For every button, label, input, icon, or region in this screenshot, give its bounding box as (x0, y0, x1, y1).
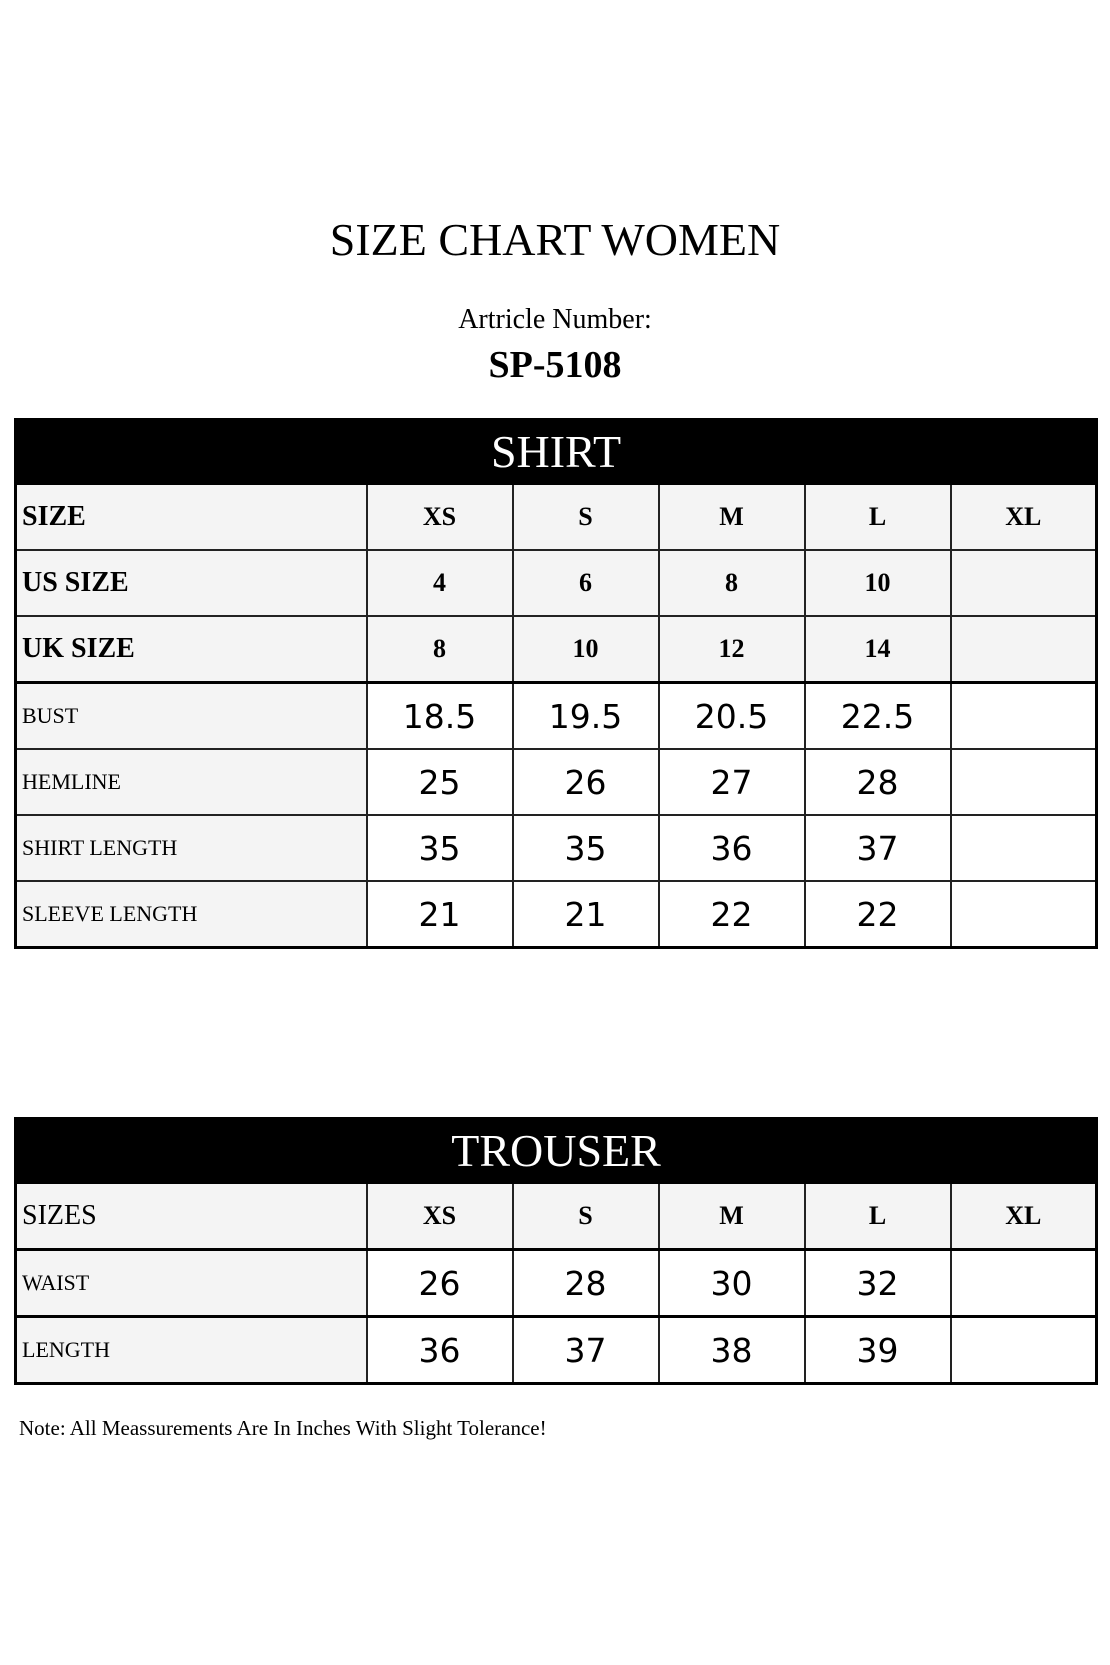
table-row (16, 1250, 1097, 1317)
table-cell: 22 (659, 881, 805, 948)
table-cell: 21 (513, 881, 659, 948)
table-cell: 14 (805, 616, 951, 683)
table-cell (951, 1250, 1097, 1317)
table-cell: 27 (659, 749, 805, 815)
table-cell: 26 (367, 1250, 513, 1317)
table-cell: 38 (659, 1317, 805, 1384)
row-label: UK SIZE (16, 616, 367, 683)
table-cell: 28 (805, 749, 951, 815)
row-label: SHIRT LENGTH (16, 815, 367, 881)
table-cell: 25 (367, 749, 513, 815)
trouser-size-table (14, 1117, 1098, 1385)
size-xl: XL (951, 1183, 1097, 1250)
size-m: M (659, 1183, 805, 1250)
table-cell: 37 (513, 1317, 659, 1384)
table-cell (951, 616, 1097, 683)
trouser-table-title: TROUSER (16, 1119, 1097, 1184)
table-cell: 21 (367, 881, 513, 948)
table-cell: 32 (805, 1250, 951, 1317)
shirt-header-row (16, 484, 1097, 550)
size-xs: XS (367, 1183, 513, 1250)
table-cell: 39 (805, 1317, 951, 1384)
size-l: L (805, 1183, 951, 1250)
table-cell: 22 (805, 881, 951, 948)
table-cell: 26 (513, 749, 659, 815)
row-label: US SIZE (16, 550, 367, 616)
size-xs: XS (367, 484, 513, 550)
size-l: L (805, 484, 951, 550)
table-cell: 8 (659, 550, 805, 616)
table-cell: 8 (367, 616, 513, 683)
table-cell: 18.5 (367, 683, 513, 750)
table-cell: 37 (805, 815, 951, 881)
row-label: LENGTH (16, 1317, 367, 1384)
shirt-header-label: SIZE (16, 484, 367, 550)
table-cell: 20.5 (659, 683, 805, 750)
table-row (16, 815, 1097, 881)
table-cell: 19.5 (513, 683, 659, 750)
table-row (16, 550, 1097, 616)
table-cell: 35 (367, 815, 513, 881)
size-s: S (513, 1183, 659, 1250)
table-cell: 6 (513, 550, 659, 616)
measurement-note: Note: All Meassurements Are In Inches With Slight Tolerance! (19, 1416, 547, 1440)
row-label: BUST (16, 683, 367, 750)
table-row (16, 1317, 1097, 1384)
table-cell (951, 815, 1097, 881)
row-label: WAIST (16, 1250, 367, 1317)
table-row (16, 881, 1097, 948)
table-row (16, 616, 1097, 683)
table-cell: 36 (367, 1317, 513, 1384)
table-cell: 4 (367, 550, 513, 616)
row-label: HEMLINE (16, 749, 367, 815)
article-number: SP-5108 (488, 344, 622, 386)
table-cell (951, 749, 1097, 815)
table-cell: 30 (659, 1250, 805, 1317)
trouser-header-row (16, 1183, 1097, 1250)
table-cell: 36 (659, 815, 805, 881)
table-cell: 28 (513, 1250, 659, 1317)
table-row (16, 683, 1097, 750)
table-cell: 10 (805, 550, 951, 616)
table-cell: 10 (513, 616, 659, 683)
table-cell (951, 550, 1097, 616)
table-cell: 12 (659, 616, 805, 683)
page-title: SIZE CHART WOMEN (329, 214, 781, 265)
trouser-header-label: SIZES (16, 1183, 367, 1250)
size-m: M (659, 484, 805, 550)
shirt-size-table (14, 418, 1098, 949)
table-cell (951, 881, 1097, 948)
table-cell (951, 683, 1097, 750)
row-label: SLEEVE LENGTH (16, 881, 367, 948)
size-xl: XL (951, 484, 1097, 550)
table-row (16, 749, 1097, 815)
size-s: S (513, 484, 659, 550)
table-cell (951, 1317, 1097, 1384)
article-number-label: Artricle Number: (458, 304, 652, 335)
shirt-table-title: SHIRT (16, 420, 1097, 485)
table-cell: 35 (513, 815, 659, 881)
table-cell: 22.5 (805, 683, 951, 750)
